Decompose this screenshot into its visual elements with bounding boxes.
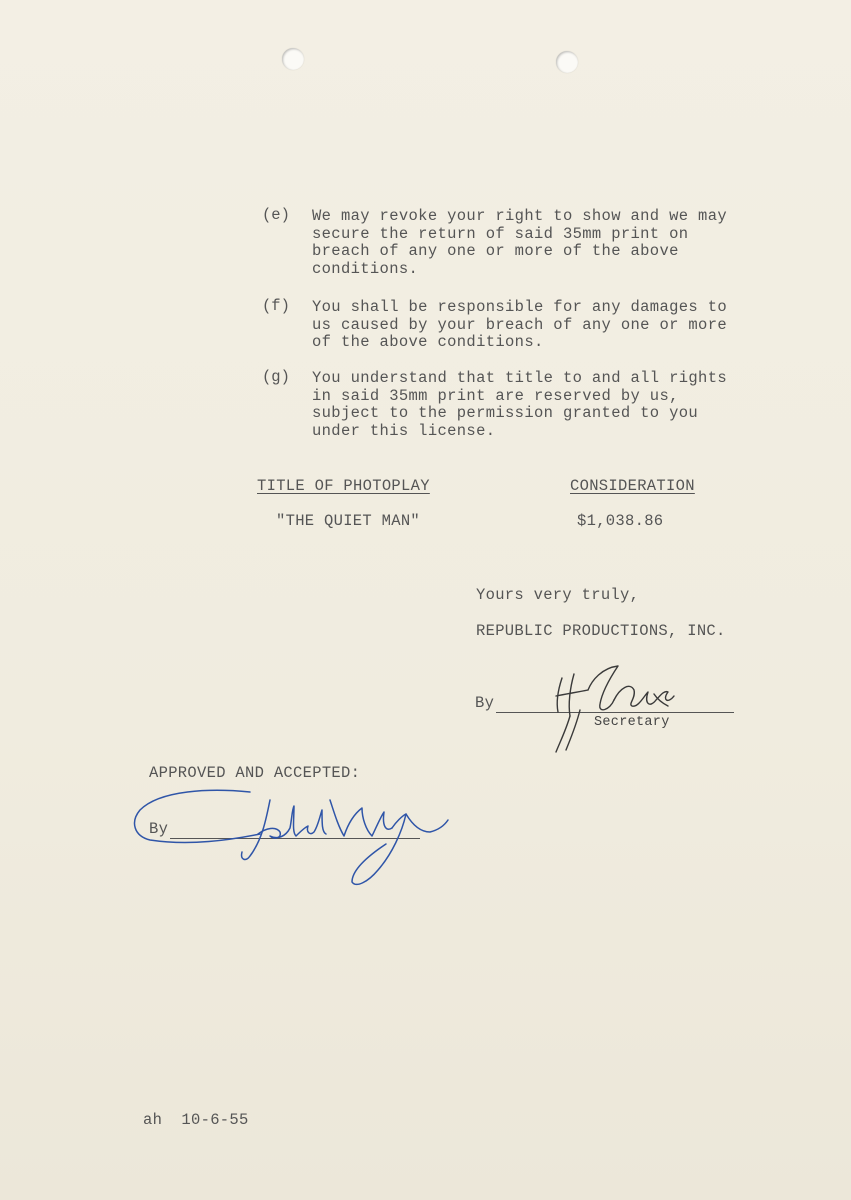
clause-e-text: We may revoke your right to show and we may secure the return of said 35mm print on breach of any one or more of the above conditions. <box>312 207 728 278</box>
clause-g-text: You understand that title to and all rights in said 35mm print are reserved by us, subject to the permission granted to you under this license. <box>312 369 728 440</box>
clause-f-text: You shall be responsible for any damages to us caused by your breach of any one or more of the above conditions. <box>312 298 728 351</box>
consideration-header: CONSIDERATION <box>570 477 695 495</box>
clause-f-letter: (f) <box>262 297 290 315</box>
consideration-value: $1,038.86 <box>577 512 664 530</box>
approved-and-accepted-heading: APPROVED AND ACCEPTED: <box>149 764 361 782</box>
signer-title: Secretary <box>594 715 670 730</box>
reference-initials-date: ah 10-6-55 <box>143 1111 249 1129</box>
title-of-photoplay-header: TITLE OF PHOTOPLAY <box>257 477 430 495</box>
punch-hole-right <box>556 51 578 73</box>
approval-signature <box>130 770 460 900</box>
photoplay-title-value: "THE QUIET MAN" <box>276 512 421 530</box>
clause-e-letter: (e) <box>262 206 290 224</box>
republic-signature <box>540 660 690 760</box>
clause-g-letter: (g) <box>262 368 290 386</box>
approval-by-label: By <box>149 820 169 838</box>
republic-by-label: By <box>475 694 495 712</box>
company-name: REPUBLIC PRODUCTIONS, INC. <box>476 622 726 640</box>
punch-hole-left <box>282 48 304 70</box>
closing-salutation: Yours very truly, <box>476 586 640 604</box>
